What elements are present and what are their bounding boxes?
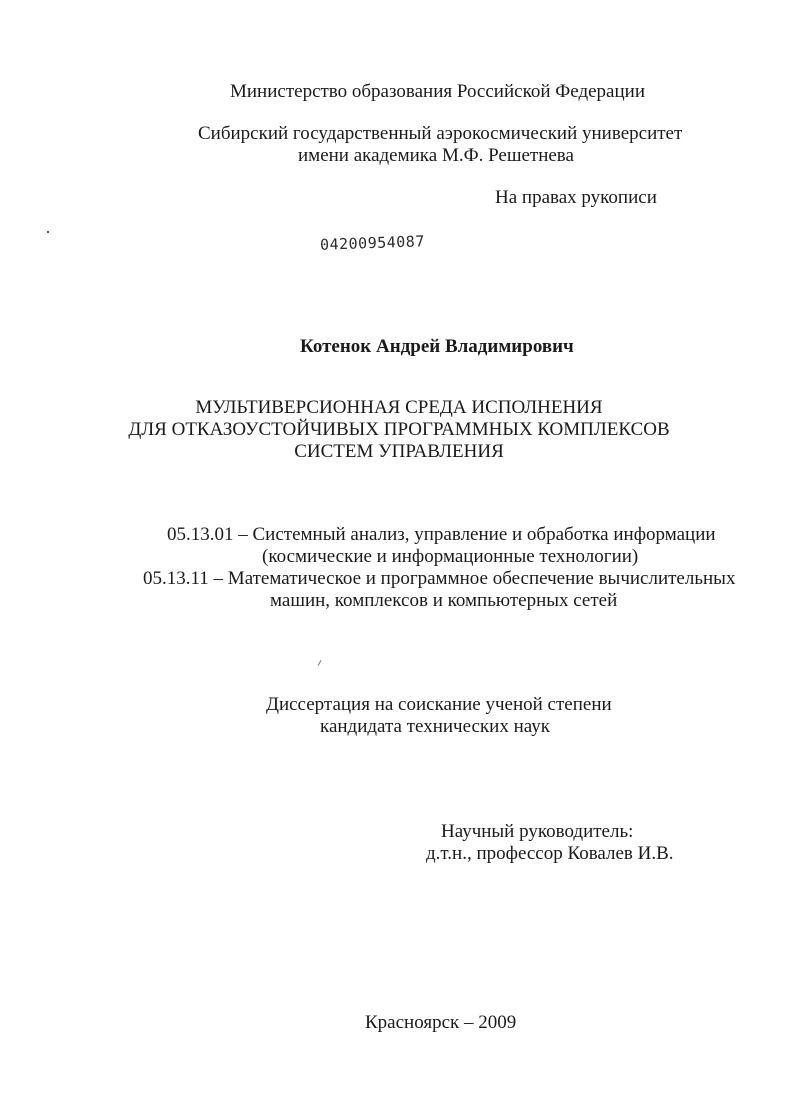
specialty-line: (космические и информационные технологии) [262,546,639,567]
supervisor-label: Научный руководитель: [441,821,634,842]
ministry-line: Министерство образования Российской Федерации [230,81,645,102]
specialty-line: 05.13.11 – Математическое и программное обеспечение вычислительных [143,568,736,589]
university-line-2: имени академика М.Ф. Решетнева [298,145,574,166]
degree-line: кандидата технических наук [320,716,550,737]
author-name: Котенок Андрей Владимирович [300,336,574,357]
title-line: СИСТЕМ УПРАВЛЕНИЯ [294,441,504,462]
specialty-line: машин, комплексов и компьютерных сетей [270,590,618,611]
title-line: ДЛЯ ОТКАЗОУСТОЙЧИВЫХ ПРОГРАММНЫХ КОМПЛЕКСОВ [128,419,670,440]
degree-line: Диссертация на соискание ученой степени [266,694,612,715]
supervisor-name: д.т.н., профессор Ковалев И.В. [426,843,674,864]
city-year: Красноярск – 2009 [365,1012,517,1033]
university-line-1: Сибирский государственный аэрокосмический университет [198,123,683,144]
pencil-mark [318,660,322,666]
library-stamp-number: 04200954087 [319,232,426,254]
title-line: МУЛЬТИВЕРСИОННАЯ СРЕДА ИСПОЛНЕНИЯ [195,397,603,418]
manuscript-note: На правах рукописи [495,187,657,208]
speck-mark [47,231,49,233]
specialty-line: 05.13.01 – Системный анализ, управление и обработка информации [167,524,716,545]
